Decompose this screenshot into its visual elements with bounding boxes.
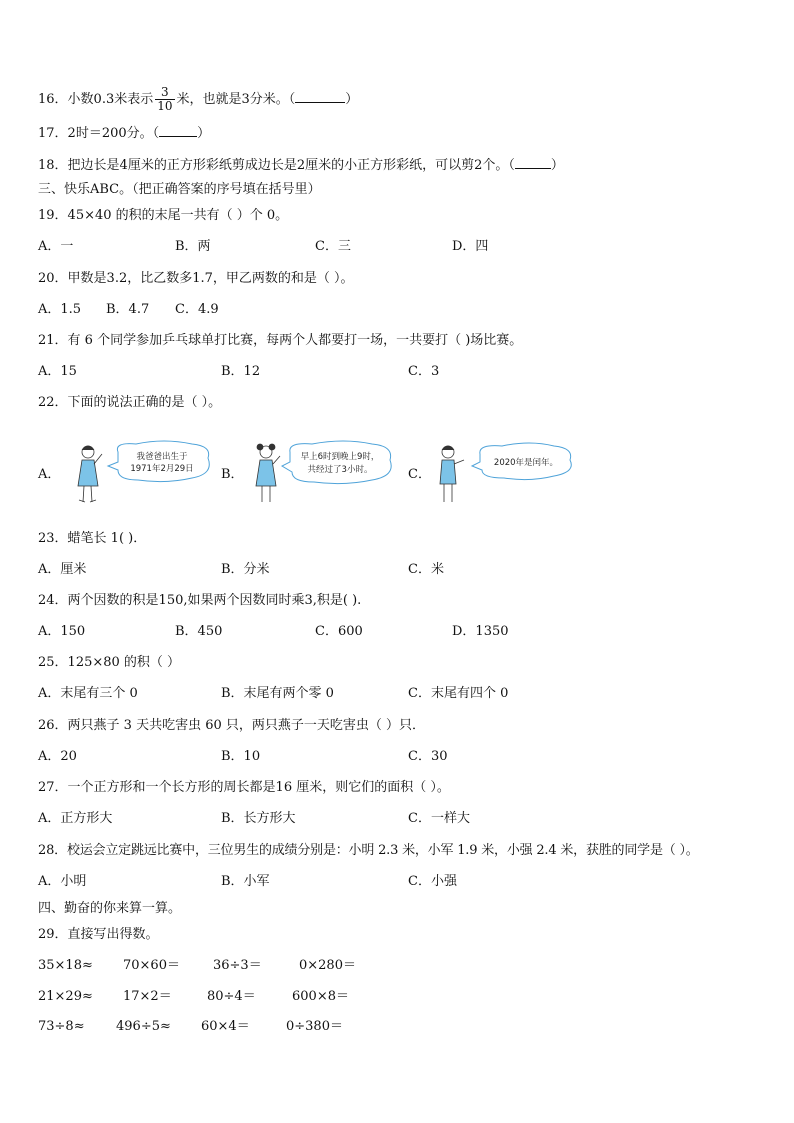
question-29: 29．直接写出得数。 <box>38 927 159 942</box>
q18-close: ） <box>550 158 564 173</box>
calc-item: 600×8＝ <box>292 989 349 1004</box>
question-22: 22．下面的说法正确的是（ ）。 <box>38 395 222 410</box>
calc-item: 496÷5≈ <box>116 1019 171 1034</box>
calc-item: 70×60＝ <box>123 958 180 973</box>
question-16 <box>38 86 358 113</box>
question-26: 26．两只燕子 3 天共吃害虫 60 只，两只燕子一天吃害虫（ ）只． <box>38 718 426 733</box>
q28-option-c[interactable]: C．小强 <box>408 874 457 889</box>
q17-answer-blank[interactable] <box>159 124 197 137</box>
q28-option-b[interactable]: B．小军 <box>221 874 270 889</box>
calc-item: 35×18≈ <box>38 958 93 973</box>
q18-text: 18．把边长是4厘米的正方形彩纸剪成边长是2厘米的小正方形彩纸，可以剪2个。（ <box>38 158 515 173</box>
section-3-heading: 三、快乐ABC。（把正确答案的序号填在括号里） <box>38 182 321 197</box>
q20-option-c[interactable]: C．4.9 <box>175 302 219 317</box>
bubble-c-line-1: 2020年是闰年。 <box>493 458 559 468</box>
q22-option-b-label[interactable]: B． <box>221 467 244 482</box>
bubble-b-line-1: 早上6时到晚上9时， <box>300 452 380 462</box>
q28-option-a[interactable]: A．小明 <box>38 874 87 889</box>
q22-option-b-picture[interactable] <box>248 440 398 512</box>
q27-option-a[interactable]: A．正方形大 <box>38 811 113 826</box>
q21-option-b[interactable]: B．12 <box>221 364 261 379</box>
q22-option-a-label[interactable]: A． <box>38 467 61 482</box>
q18-answer-blank[interactable] <box>515 156 551 169</box>
bubble-b-line-2: 共经过了3小时。 <box>307 465 373 475</box>
q16-fraction <box>155 86 174 113</box>
calc-item: 0÷380＝ <box>286 1019 343 1034</box>
q24-option-b[interactable]: B．450 <box>175 624 223 639</box>
q22-option-a-picture[interactable] <box>74 440 214 512</box>
q16-answer-blank[interactable] <box>295 90 345 103</box>
section-4-heading: 四、勤奋的你来算一算。 <box>38 901 182 916</box>
q26-option-a[interactable]: A．20 <box>38 749 77 764</box>
q27-option-b[interactable]: B．长方形大 <box>221 811 296 826</box>
q22-option-c-picture[interactable] <box>432 440 582 512</box>
calc-item: 60×4＝ <box>201 1019 250 1034</box>
speech-bubble <box>108 441 209 482</box>
question-20: 20．甲数是3.2，比乙数多1.7，甲乙两数的和是（ ）。 <box>38 271 354 286</box>
girl-figure-icon <box>78 446 102 502</box>
calc-item: 73÷8≈ <box>38 1019 85 1034</box>
bubble-a-line-2: 1971年2月29日 <box>130 464 194 474</box>
q21-option-a[interactable]: A．15 <box>38 364 77 379</box>
q16-pre: 16．小数0.3米表示 <box>38 92 154 107</box>
girl-figure-icon <box>440 446 464 502</box>
q23-option-b[interactable]: B．分米 <box>221 562 270 577</box>
question-27: 27．一个正方形和一个长方形的周长都是16 厘米，则它们的面积（ ）。 <box>38 780 450 795</box>
q25-option-a[interactable]: A．末尾有三个 0 <box>38 686 138 701</box>
question-18 <box>38 156 564 175</box>
q24-option-a[interactable]: A．150 <box>38 624 86 639</box>
q19-option-d[interactable]: D．四 <box>452 239 489 254</box>
q23-option-a[interactable]: A．厘米 <box>38 562 87 577</box>
calc-item: 21×29≈ <box>38 989 93 1004</box>
q26-option-b[interactable]: B．10 <box>221 749 261 764</box>
question-24: 24．两个因数的积是150,如果两个因数同时乘3,积是( ). <box>38 593 362 608</box>
calc-item: 36÷3＝ <box>213 958 262 973</box>
speech-bubble <box>472 443 571 480</box>
speech-bubble <box>282 441 391 484</box>
calc-item: 17×2＝ <box>123 989 172 1004</box>
question-25: 25．125×80 的积（ ） <box>38 655 181 670</box>
q25-option-c[interactable]: C．末尾有四个 0 <box>408 686 509 701</box>
fraction-numerator: 3 <box>155 86 174 100</box>
q25-option-b[interactable]: B．末尾有两个零 0 <box>221 686 334 701</box>
q26-option-c[interactable]: C．30 <box>408 749 448 764</box>
q22-option-c-label[interactable]: C． <box>408 467 431 482</box>
q19-option-a[interactable]: A．一 <box>38 239 74 254</box>
q16-post: 米，也就是3分米。（ <box>176 92 296 107</box>
q19-option-c[interactable]: C．三 <box>315 239 351 254</box>
question-28: 28．校运会立定跳远比赛中，三位男生的成绩分别是：小明 2.3 米，小军 1.9 米，小强 2.4 米，获胜的同学是（ ）。 <box>38 843 699 858</box>
calc-item: 0×280＝ <box>299 958 356 973</box>
q21-option-c[interactable]: C．3 <box>408 364 440 379</box>
q19-option-b[interactable]: B．两 <box>175 239 211 254</box>
girl-figure-icon <box>256 444 280 502</box>
question-21: 21．有 6 个同学参加乒乓球单打比赛，每两个人都要打一场，一共要打（ )场比赛。 <box>38 333 523 348</box>
q17-text: 17．2时＝200分。（ <box>38 126 160 141</box>
q22-picture-options <box>38 440 578 512</box>
fraction-denominator: 10 <box>157 99 173 113</box>
q24-option-c[interactable]: C．600 <box>315 624 363 639</box>
q20-option-b[interactable]: B．4.7 <box>106 302 150 317</box>
q24-option-d[interactable]: D．1350 <box>452 624 509 639</box>
q23-option-c[interactable]: C．米 <box>408 562 444 577</box>
calc-item: 80÷4＝ <box>207 989 256 1004</box>
bubble-a-line-1: 我爸爸出生于 <box>136 452 188 462</box>
q20-option-a[interactable]: A．1.5 <box>38 302 82 317</box>
q17-close: ） <box>197 126 211 141</box>
question-19: 19．45×40 的积的末尾一共有（ ）个 0。 <box>38 208 289 223</box>
q16-close: ） <box>345 92 359 107</box>
q27-option-c[interactable]: C．一样大 <box>408 811 470 826</box>
question-23: 23．蜡笔长 1( )． <box>38 531 147 546</box>
question-17 <box>38 124 210 143</box>
